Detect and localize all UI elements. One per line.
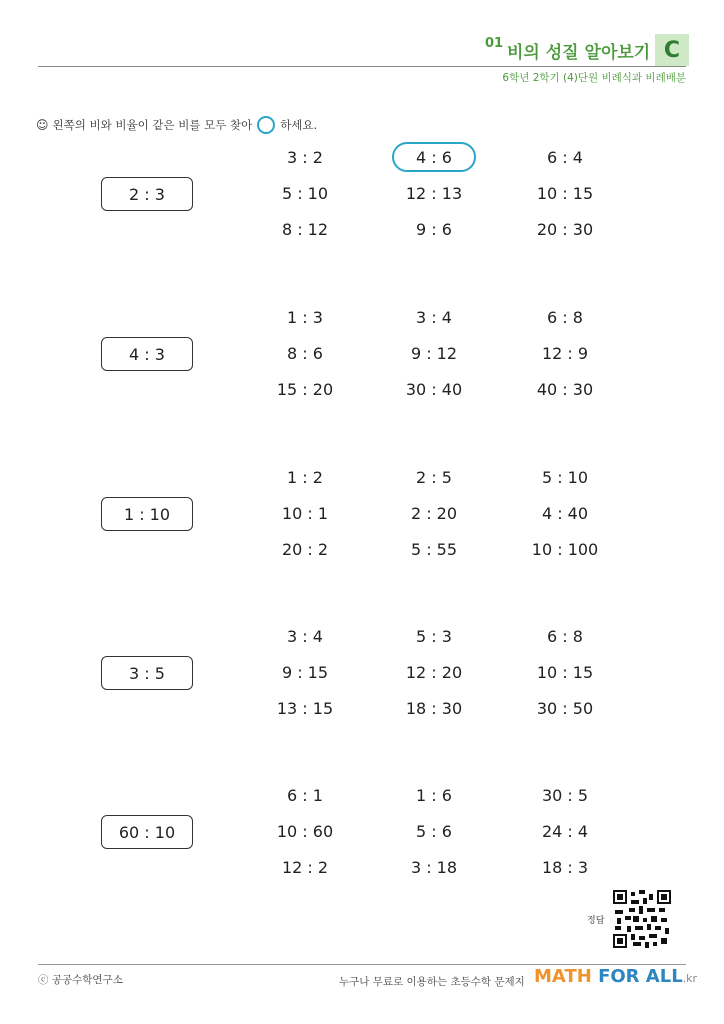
ratio-choice[interactable]: 6 : 1: [287, 785, 323, 805]
ratio-choice[interactable]: 9 : 12: [410, 343, 458, 363]
ratio-choice[interactable]: 2 : 20: [410, 503, 458, 523]
ratio-choice[interactable]: 30 : 5: [541, 785, 589, 805]
ratio-choice[interactable]: 24 : 4: [541, 821, 589, 841]
ratio-choice[interactable]: 4 : 40: [541, 503, 589, 523]
ratio-choice[interactable]: 10 : 15: [536, 183, 594, 203]
ratio-choice[interactable]: 40 : 30: [536, 379, 594, 399]
target-ratio: 1 : 10: [101, 497, 193, 531]
target-ratio: 3 : 5: [101, 656, 193, 690]
level-badge: C: [655, 34, 689, 66]
ratio-choice[interactable]: 9 : 6: [416, 219, 452, 239]
ratio-choice[interactable]: 20 : 2: [281, 539, 329, 559]
problem-4: [0, 619, 724, 729]
ratio-choice[interactable]: 30 : 50: [536, 698, 594, 718]
ratio-choice[interactable]: 20 : 30: [536, 219, 594, 239]
ratio-choice[interactable]: 10 : 1: [281, 503, 329, 523]
problem-1: [0, 140, 724, 250]
ratio-choice[interactable]: 5 : 6: [416, 821, 452, 841]
target-ratio: 2 : 3: [101, 177, 193, 211]
header-divider: [38, 66, 686, 67]
ratio-choice[interactable]: 3 : 4: [416, 307, 452, 327]
ratio-choice[interactable]: 12 : 9: [541, 343, 589, 363]
ratio-choice[interactable]: 12 : 13: [405, 183, 463, 203]
copyright: ⓒ 공공수학연구소: [38, 974, 123, 986]
ratio-choice[interactable]: 8 : 12: [281, 219, 329, 239]
ratio-choice[interactable]: 6 : 8: [547, 307, 583, 327]
ratio-choice[interactable]: 10 : 100: [531, 539, 599, 559]
problem-2: [0, 300, 724, 410]
qr-code-icon[interactable]: [613, 890, 671, 948]
ratio-choice[interactable]: 8 : 6: [287, 343, 323, 363]
header-number: 01: [485, 36, 504, 51]
footer-tagline: 누구나 무료로 이용하는 초등수학 문제지: [339, 976, 525, 988]
brand-kr: .kr: [682, 972, 698, 985]
ratio-choice[interactable]: 6 : 8: [547, 626, 583, 646]
ratio-choice[interactable]: 3 : 4: [287, 626, 323, 646]
ratio-choice[interactable]: 6 : 4: [547, 147, 583, 167]
target-ratio: 60 : 10: [101, 815, 193, 849]
ratio-choice[interactable]: 4 : 6: [392, 142, 476, 172]
ratio-choice[interactable]: 18 : 30: [405, 698, 463, 718]
brand-forall: FOR ALL: [598, 966, 683, 987]
ratio-choice[interactable]: 3 : 18: [410, 857, 458, 877]
ratio-choice[interactable]: 2 : 5: [416, 467, 452, 487]
ratio-choice[interactable]: 13 : 15: [276, 698, 334, 718]
ratio-choice[interactable]: 10 : 15: [536, 662, 594, 682]
problem-5: [0, 778, 724, 888]
instruction-text: 왼쪽의 비와 비율이 같은 비를 모두 찾아: [52, 118, 253, 132]
instruction-text-end: 하세요.: [280, 118, 318, 132]
circle-icon: [257, 116, 275, 134]
instruction: [36, 116, 317, 134]
ratio-choice[interactable]: 10 : 60: [276, 821, 334, 841]
footer-divider: [38, 964, 686, 965]
ratio-choice[interactable]: 12 : 20: [405, 662, 463, 682]
ratio-choice[interactable]: 12 : 2: [281, 857, 329, 877]
ratio-choice[interactable]: 30 : 40: [405, 379, 463, 399]
ratio-choice[interactable]: 1 : 6: [416, 785, 452, 805]
ratio-choice[interactable]: 3 : 2: [287, 147, 323, 167]
target-ratio: 4 : 3: [101, 337, 193, 371]
ratio-choice[interactable]: 1 : 2: [287, 467, 323, 487]
brand-logo[interactable]: [534, 966, 697, 987]
ratio-choice[interactable]: 5 : 10: [281, 183, 329, 203]
smile-icon: ☺: [36, 118, 49, 132]
problem-3: [0, 460, 724, 570]
ratio-choice[interactable]: 1 : 3: [287, 307, 323, 327]
ratio-choice[interactable]: 5 : 3: [416, 626, 452, 646]
ratio-choice[interactable]: 9 : 15: [281, 662, 329, 682]
brand-math: MATH: [534, 966, 592, 987]
ratio-choice[interactable]: 5 : 10: [541, 467, 589, 487]
ratio-choice[interactable]: 18 : 3: [541, 857, 589, 877]
ratio-choice[interactable]: 5 : 55: [410, 539, 458, 559]
page-title: 비의 성질 알아보기: [507, 43, 651, 63]
answer-label: 정답: [587, 916, 605, 926]
ratio-choice[interactable]: 15 : 20: [276, 379, 334, 399]
unit-subtitle: 6학년 2학기 (4)단원 비례식과 비례배분: [502, 72, 686, 84]
